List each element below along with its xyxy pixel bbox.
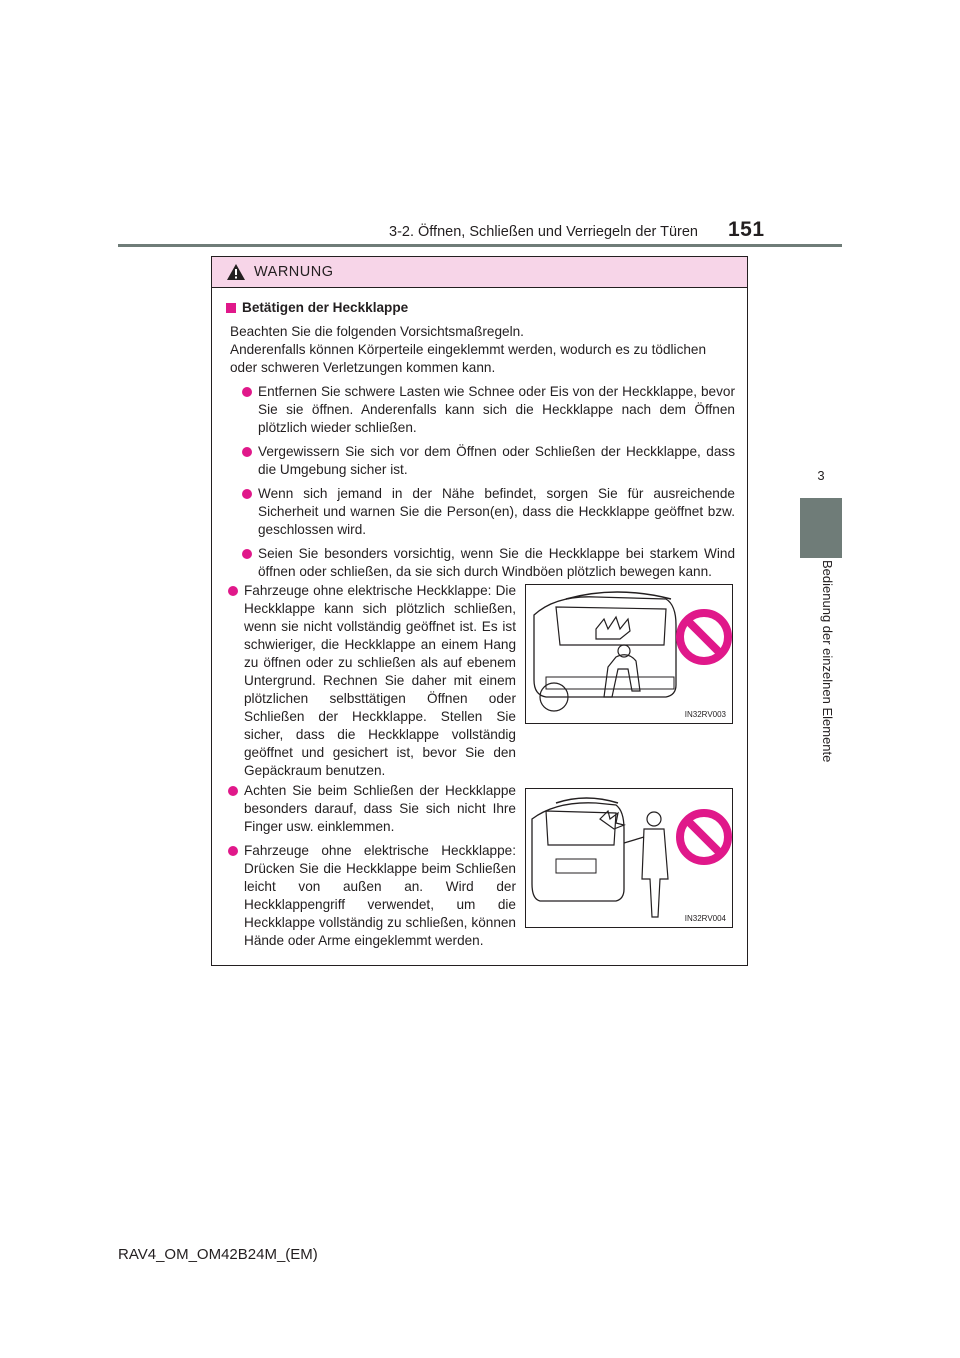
header-rule xyxy=(118,244,842,247)
warning-triangle-icon xyxy=(226,263,246,281)
document-code: RAV4_OM_OM42B24M_(EM) xyxy=(118,1246,318,1263)
side-tab-chapter-number: 3 xyxy=(817,468,825,483)
warning-bullet-fingers: Achten Sie beim Schließen der Heckklappe besonders darauf, dass Sie sich nicht Ihre Finger usw. einklemmen. Fahrzeuge ohne elektrische Heckklappe: Drücken Sie die Heckklappe beim Schließen leicht von außen an. Wird der Heckklappengriff verwendet, um die Heckklappe vollständig zu schließen, können Hände oder Arme eingeklemmt werden. xyxy=(226,782,516,950)
illustration-tailgate-falling xyxy=(525,584,733,724)
warning-label: WARNUNG xyxy=(254,264,334,280)
bullet-dot-icon xyxy=(242,387,252,397)
warning-bullet: Seien Sie besonders vorsichtig, wenn Sie die Heckklappe bei starkem Wind öffnen oder schließen, da sie sich durch Windböen plötzlich bewegen kann. xyxy=(240,545,735,581)
bullet-dot-icon xyxy=(228,586,238,596)
warning-content xyxy=(226,299,735,581)
illustration-1-code: IN32RV003 xyxy=(684,710,726,719)
page-number: 151 xyxy=(728,218,765,241)
car-tailgate-illustration xyxy=(526,585,732,723)
warning-header xyxy=(212,257,747,288)
bullet-dot-icon xyxy=(242,549,252,559)
warning-bullet: Wenn sich jemand in der Nähe befindet, sorgen Sie für ausreichende Sicherheit und warnen Sie die Person(en), dass die Heckklappe geöffnet bzw. geschlossen wird. xyxy=(240,485,735,539)
warning-intro xyxy=(226,323,735,377)
bullet-dot-icon xyxy=(242,489,252,499)
warning-section-title-text: Betätigen der Heckklappe xyxy=(242,300,409,315)
side-tab-chapter-label: Bedienung der einzelnen Elemente xyxy=(820,560,835,763)
illustration-fingers-pinched xyxy=(525,788,733,928)
square-bullet-icon xyxy=(226,303,236,313)
warning-section-title xyxy=(226,299,735,317)
warning-bullet: Entfernen Sie schwere Lasten wie Schnee oder Eis von der Heckklappe, bevor Sie sie öffnen. Anderenfalls kann sich die Heckklappe nach dem Öffnen plötzlich wieder schließen. xyxy=(240,383,735,437)
warning-intro-line-2: Anderenfalls können Körperteile eingeklemmt werden, wodurch es zu tödlichen oder schweren Verletzungen kommen kann. xyxy=(230,342,707,375)
warning-bullet: Vergewissern Sie sich vor dem Öffnen oder Schließen der Heckklappe, dass die Umgebung sicher ist. xyxy=(240,443,735,479)
warning-intro-line-1: Beachten Sie die folgenden Vorsichtsmaßregeln. xyxy=(230,324,524,339)
car-closing-tailgate-illustration xyxy=(526,789,732,927)
side-tab xyxy=(800,498,842,558)
bullet-dot-icon xyxy=(242,447,252,457)
illustration-2-code: IN32RV004 xyxy=(684,914,726,923)
bullet-dot-icon xyxy=(228,846,238,856)
warning-bullet-tailgate-sudden: Fahrzeuge ohne elektrische Heckklappe: Die Heckklappe kann sich plötzlich schließen, wenn sie nicht vollständig geöffnet ist. Es ist schwieriger, die Heckklappe an einem Hang zu öffnen oder zu schließen als auf ebenem Untergrund. Rechnen Sie daher mit einem plötzlichen selbsttätigen Öffnen oder Schließen der Heckklappe. Stellen Sie sicher, dass die Heckklappe vollständig geöffnet und gesichert ist, bevor Sie den Gepäckraum benutzen. xyxy=(226,582,516,780)
header-section-title: 3-2. Öffnen, Schließen und Verriegeln der Türen xyxy=(389,224,698,240)
bullet-dot-icon xyxy=(228,786,238,796)
